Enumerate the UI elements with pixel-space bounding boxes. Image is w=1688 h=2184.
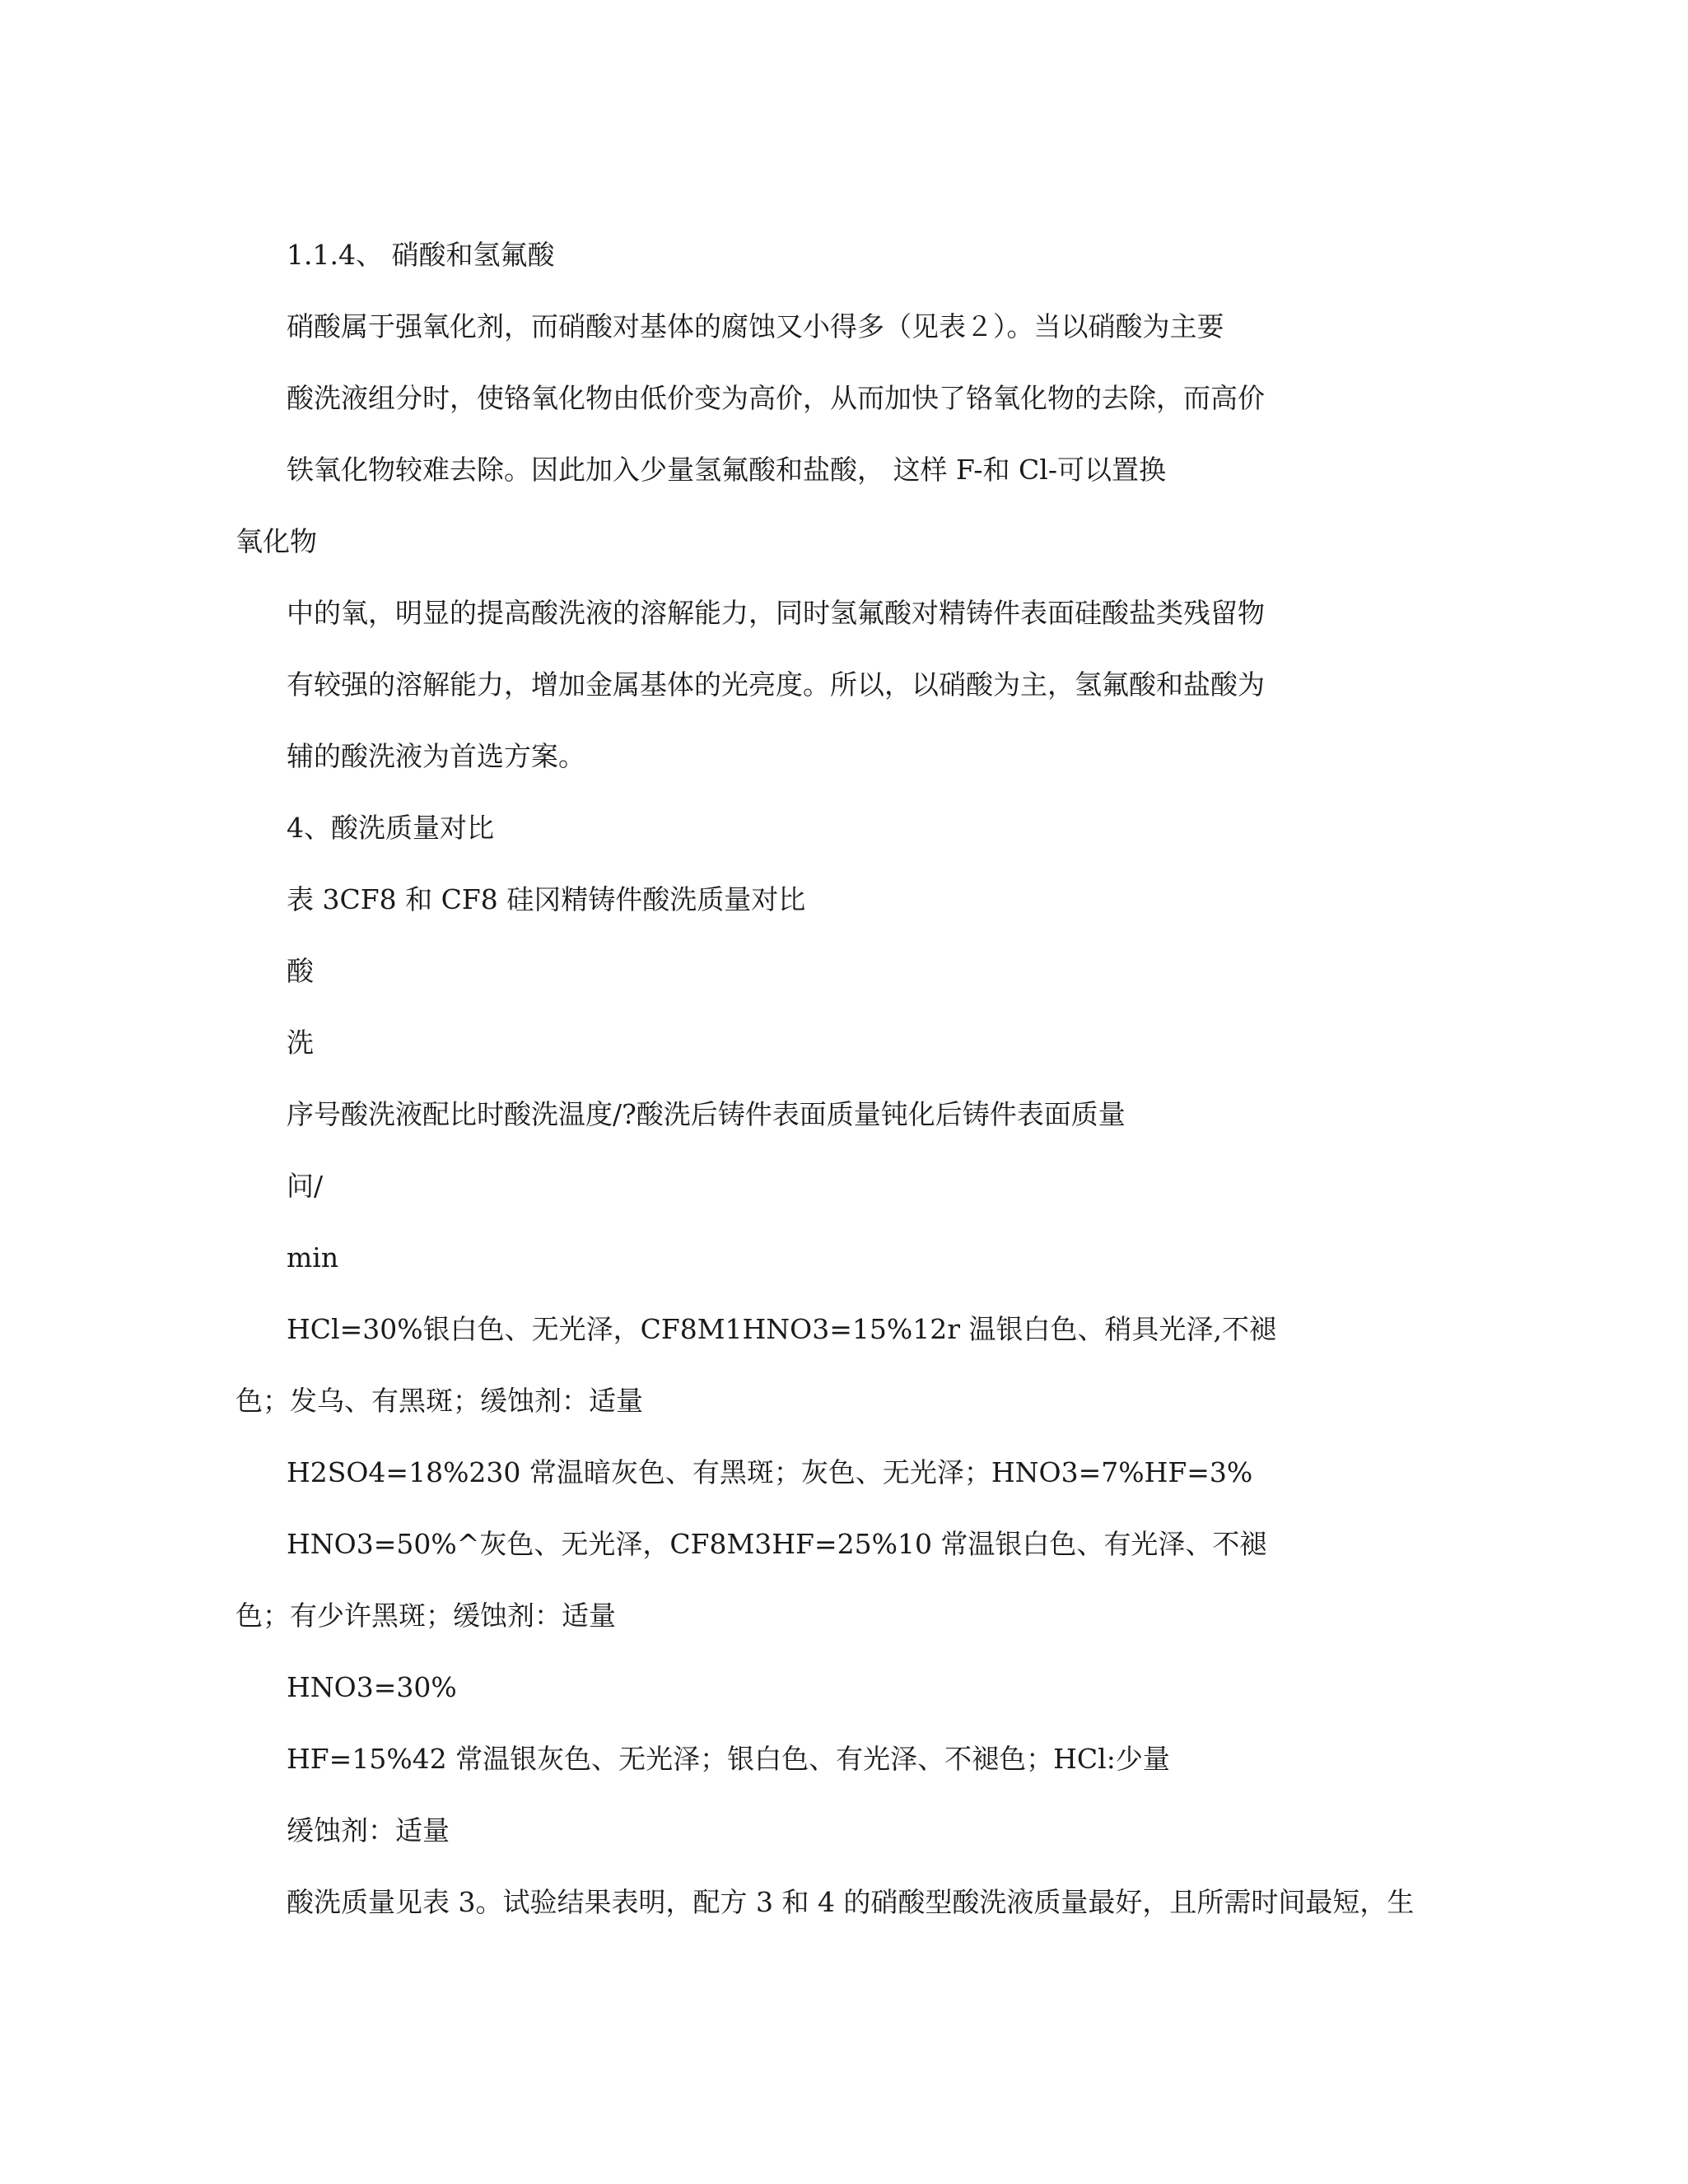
table-text-line: min bbox=[287, 1241, 339, 1274]
table-text-line: 酸 bbox=[287, 955, 314, 987]
table-row-text: HNO3=30% bbox=[287, 1671, 457, 1703]
table-row-text: 缓蚀剂：适量 bbox=[287, 1814, 450, 1846]
table-row-text: HF=15%42 常温银灰色、无光泽；银白色、有光泽、不褪色；HCl:少量 bbox=[287, 1743, 1170, 1775]
paragraph-line: 酸洗液组分时，使铬氧化物由低价变为高价，从而加快了铬氧化物的去除，而高价 bbox=[287, 382, 1265, 414]
table-row-text: 色；有少许黑斑；缓蚀剂：适量 bbox=[235, 1600, 616, 1632]
section-heading: 4、酸洗质量对比 bbox=[287, 812, 494, 844]
paragraph-line: 有较强的溶解能力，增加金属基体的光亮度。所以，以硝酸为主，氢氟酸和盐酸为 bbox=[287, 668, 1265, 701]
paragraph-line: 酸洗质量见表 3。试验结果表明，配方 3 和 4 的硝酸型酸洗液质量最好，且所需时间最短，生 bbox=[287, 1886, 1415, 1918]
paragraph-line: 铁氧化物较难去除。因此加入少量氢氟酸和盐酸， 这样 F-和 Cl-可以置换 bbox=[287, 454, 1166, 486]
table-text-line: 问/ bbox=[287, 1170, 324, 1202]
table-caption: 表 3CF8 和 CF8 硅冈精铸件酸洗质量对比 bbox=[287, 883, 806, 915]
paragraph-line: 中的氧，明显的提高酸洗液的溶解能力，同时氢氟酸对精铸件表面硅酸盐类残留物 bbox=[287, 597, 1265, 629]
table-row-text: HNO3=50%^灰色、无光泽，CF8M3HF=25%10 常温银白色、有光泽、不褪 bbox=[287, 1528, 1267, 1560]
table-header-line: 序号酸洗液配比时酸洗温度/?酸洗后铸件表面质量钝化后铸件表面质量 bbox=[287, 1098, 1126, 1130]
table-row-text: 色；发乌、有黑斑；缓蚀剂：适量 bbox=[235, 1385, 643, 1417]
section-heading: 1.1.4、 硝酸和氢氟酸 bbox=[287, 239, 555, 271]
paragraph-line: 硝酸属于强氧化剂，而硝酸对基体的腐蚀又小得多（见表２）。当以硝酸为主要 bbox=[287, 310, 1224, 342]
table-row-text: H2SO4=18%230 常温暗灰色、有黑斑；灰色、无光泽；HNO3=7%HF=3% bbox=[287, 1456, 1253, 1488]
paragraph-line: 辅的酸洗液为首选方案。 bbox=[287, 740, 585, 772]
table-text-line: 洗 bbox=[287, 1027, 314, 1059]
table-row-text: HCl=30%银白色、无光泽，CF8M1HNO3=15%12r 温银白色、稍具光泽,不褪 bbox=[287, 1313, 1276, 1345]
paragraph-line: 氧化物 bbox=[235, 525, 317, 557]
